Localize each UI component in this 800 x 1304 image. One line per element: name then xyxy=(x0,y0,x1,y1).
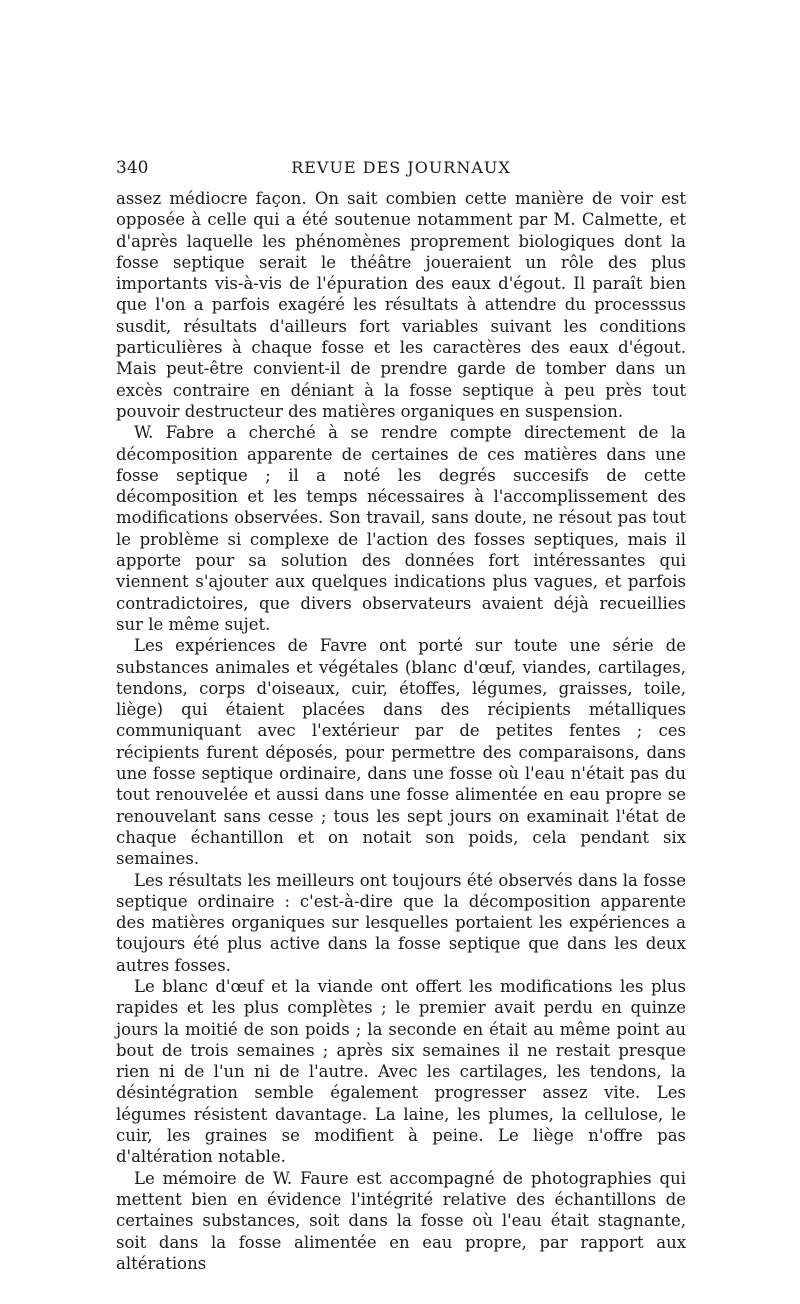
paragraph: Le mémoire de W. Faure est accompagné de photographies qui mettent bien en évidence l'intégrité relative des échantillons de certaines substances, soit dans la fosse où l'eau était stagnante, soit dans la fosse alimentée en eau propre, par rapport aux altérations xyxy=(116,1168,686,1273)
paragraph: W. Fabre a cherché à se rendre compte directement de la décomposition apparente de certaines de ces matières dans une fosse septique ; il a noté les degrés succesifs de cette décomposition et les temps nécessaires à l'accomplissement des modifications observées. Son travail, sans doute, ne résout pas tout le problème si complexe de l'action des fosses septiques, mais il apporte pour sa solution des données fort intéressantes qui viennent s'ajouter aux quelques indications plus vagues, et parfois contradictoires, que divers observateurs avaient déjà recueillies sur le même sujet. xyxy=(116,423,686,634)
body-text xyxy=(116,188,686,1274)
paragraph: Les résultats les meilleurs ont toujours été observés dans la fosse septique ordinaire : c'est-à-dire que la décomposition apparente des matières organiques sur lesquelles portaient les expériences a toujours été plus active dans la fosse septique que dans les deux autres fosses. xyxy=(116,870,686,975)
paragraph: Les expériences de Favre ont porté sur toute une série de substances animales et végétales (blanc d'œuf, viandes, cartilages, tendons, corps d'oiseaux, cuir, étoffes, légumes, graisses, toile, liège) qui étaient placées dans des récipients métalliques communiquant avec l'extérieur par de petites fentes ; ces récipients furent déposés, pour permettre des comparaisons, dans une fosse septique ordinaire, dans une fosse où l'eau n'était pas du tout renouvelée et aussi dans une fosse alimentée en eau propre se renouvelant sans cesse ; tous les sept jours on examinait l'état de chaque échantillon et on notait son poids, cela pendant six semaines. xyxy=(116,636,686,869)
running-title: REVUE DES JOURNAUX xyxy=(291,158,511,177)
paragraph: assez médiocre façon. On sait combien cette manière de voir est opposée à celle qui a été soutenue notamment par M. Calmette, et d'après laquelle les phénomènes proprement biologiques dont la fosse septique serait le théâtre joueraient un rôle des plus importants vis-à-vis de l'épuration des eaux d'égout. Il paraît bien que l'on a parfois exagéré les résultats à attendre du processsus susdit, résultats d'ailleurs fort variables suivant les conditions particulières à chaque fosse et les caractères des eaux d'égout. Mais peut-être convient-il de prendre garde de tomber dans un excès contraire en déniant à la fosse septique à peu près tout pouvoir destructeur des matières organiques en suspension. xyxy=(116,189,686,421)
paragraph: Le blanc d'œuf et la viande ont offert les modifications les plus rapides et les plus complètes ; le premier avait perdu en quinze jours la moitié de son poids ; la seconde en était au même point au bout de trois semaines ; après six semaines il ne restait presque rien ni de l'un ni de l'autre. Avec les cartilages, les tendons, la désintégration semble également progresser assez vite. Les légumes résistent davantage. La laine, les plumes, la cellulose, le cuir, les graines se modifient à peine. Le liège n'offre pas d'altération notable. xyxy=(116,976,686,1167)
running-header xyxy=(116,156,686,180)
page-number: 340 xyxy=(116,158,149,178)
